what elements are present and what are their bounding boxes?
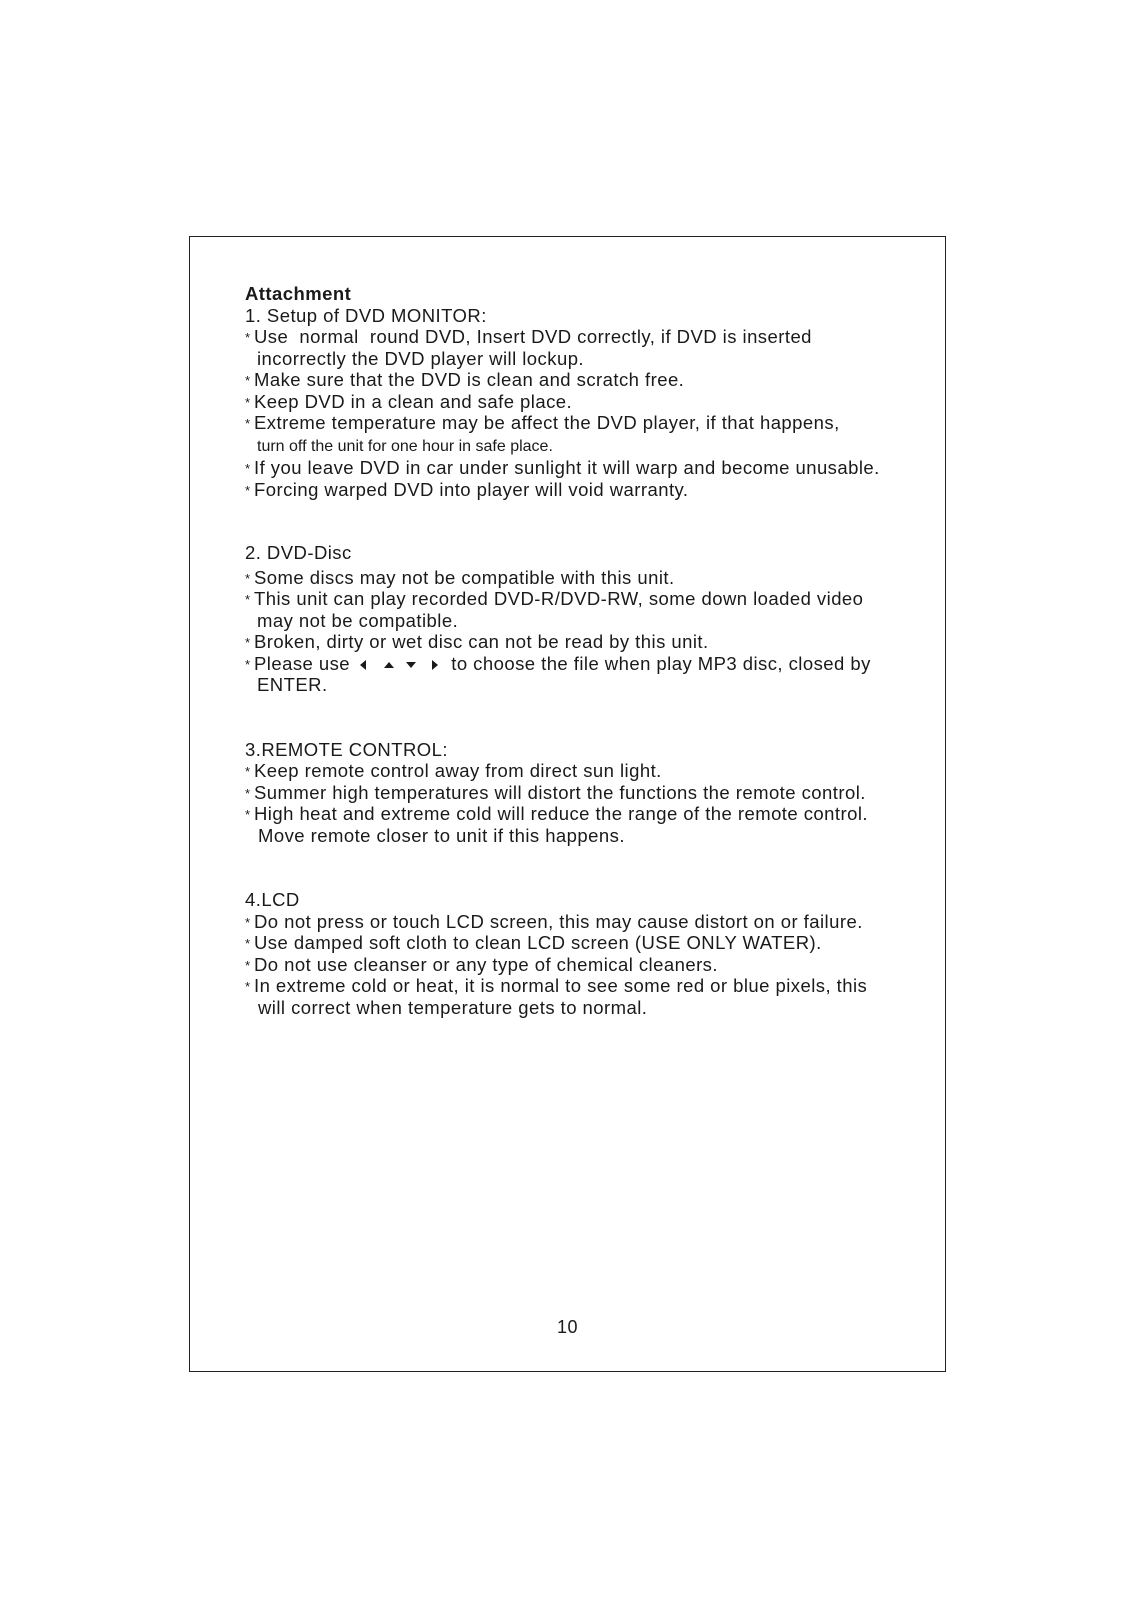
bullet-star-icon: * <box>245 785 251 801</box>
list-item <box>245 412 925 457</box>
list-item <box>245 588 925 631</box>
bullet-text: In extreme cold or heat, it is normal to see some red or blue pixels, this <box>254 975 868 996</box>
bullet-star-icon: * <box>245 807 251 822</box>
list-item <box>245 911 925 933</box>
bullet-text: Do not press or touch LCD screen, this may cause distort on or failure. <box>254 910 863 932</box>
list-item <box>245 803 925 846</box>
arrow-right-icon <box>432 660 438 670</box>
section-heading-setup: 1. Setup of DVD MONITOR: <box>245 304 487 326</box>
bullet-text: If you leave DVD in car under sunlight it will warp and become unusable. <box>254 457 880 478</box>
document-body <box>245 283 925 1018</box>
bullet-text: Please use <box>254 652 351 674</box>
list-item <box>245 975 925 1018</box>
bullet-star-icon: * <box>245 936 251 951</box>
document-title: Attachment <box>245 283 352 304</box>
section-heading-dvd-disc: 2. DVD-Disc <box>245 542 352 563</box>
bullet-text: Some discs may not be compatible with this unit. <box>254 566 675 588</box>
bullet-text-continued: incorrectly the DVD player will lockup. <box>257 347 585 369</box>
bullet-text-continued: will correct when temperature gets to normal. <box>258 996 648 1018</box>
list-item <box>245 760 925 782</box>
list-item <box>245 567 925 589</box>
bullet-text-continued: ENTER. <box>257 674 328 695</box>
list-item <box>245 457 925 479</box>
bullet-text: to choose the file when play MP3 disc, closed by <box>451 652 871 674</box>
section-heading-lcd: 4.LCD <box>245 889 300 910</box>
bullet-star-icon: * <box>245 914 251 930</box>
bullet-text: Keep DVD in a clean and safe place. <box>254 390 573 412</box>
list-item <box>245 782 925 804</box>
bullet-text: Use normal round DVD, Insert DVD correctly, if DVD is inserted <box>254 326 812 347</box>
bullet-star-icon: * <box>245 482 251 498</box>
arrow-left-icon <box>360 660 366 670</box>
bullet-star-icon: * <box>245 373 251 388</box>
bullet-star-icon: * <box>245 592 251 607</box>
bullet-star-icon: * <box>245 764 251 779</box>
list-item <box>245 954 925 976</box>
bullet-text-continued: turn off the unit for one hour in safe place. <box>257 437 553 455</box>
bullet-text: Use damped soft cloth to clean LCD screen (USE ONLY WATER). <box>254 932 822 953</box>
bullet-star-icon: * <box>245 570 251 586</box>
list-item <box>245 932 925 954</box>
page-number: 10 <box>556 1317 579 1337</box>
list-item <box>245 653 925 696</box>
page-frame <box>189 236 946 1372</box>
bullet-star-icon: * <box>245 394 251 410</box>
bullet-text: Broken, dirty or wet disc can not be read by this unit. <box>254 631 709 652</box>
list-item <box>245 326 925 369</box>
navigation-arrows <box>358 658 442 672</box>
bullet-text: Extreme temperature may be affect the DVD player, if that happens, <box>254 412 840 433</box>
list-item <box>245 631 925 653</box>
bullet-text: Do not use cleanser or any type of chemical cleaners. <box>254 953 718 975</box>
bullet-star-icon: * <box>245 656 251 672</box>
bullet-star-icon: * <box>245 957 251 973</box>
bullet-star-icon: * <box>245 635 251 650</box>
bullet-text: This unit can play recorded DVD-R/DVD-RW, some down loaded video <box>254 588 864 609</box>
bullet-text-continued: Move remote closer to unit if this happens. <box>258 824 625 846</box>
list-item <box>245 391 925 413</box>
bullet-text: Make sure that the DVD is clean and scratch free. <box>254 369 685 390</box>
list-item <box>245 479 925 501</box>
list-item <box>245 369 925 391</box>
bullet-star-icon: * <box>245 416 251 431</box>
bullet-text: Keep remote control away from direct sun light. <box>254 760 662 781</box>
bullet-star-icon: * <box>245 461 251 476</box>
bullet-text: High heat and extreme cold will reduce the range of the remote control. <box>254 803 868 824</box>
bullet-star-icon: * <box>245 979 251 994</box>
section-heading-remote-control: 3.REMOTE CONTROL: <box>245 738 448 760</box>
bullet-text-continued: may not be compatible. <box>257 609 459 631</box>
arrow-up-icon <box>384 662 394 668</box>
bullet-star-icon: * <box>245 330 251 345</box>
bullet-text: Forcing warped DVD into player will void warranty. <box>254 478 689 500</box>
arrow-down-icon <box>406 662 416 668</box>
bullet-text: Summer high temperatures will distort the functions the remote control. <box>254 781 866 803</box>
